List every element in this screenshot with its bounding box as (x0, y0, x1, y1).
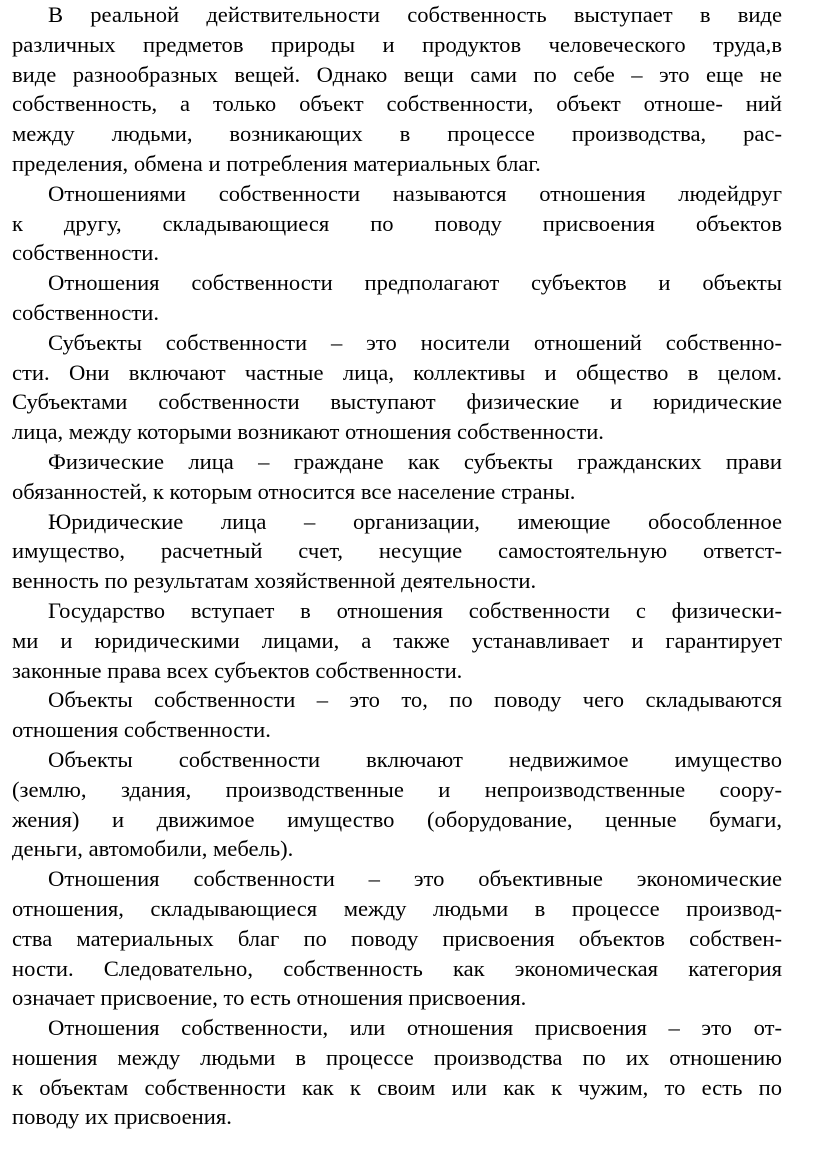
paragraph (12, 507, 782, 596)
text-line: Юридические лица – организации, имеющие обособленное (48, 508, 782, 534)
paragraph (12, 447, 782, 507)
text-line: к другу, складывающиеся по поводу присвоения объектов (12, 210, 782, 236)
text-line: законные права всех субъектов собственности. (12, 657, 463, 683)
document-page (12, 0, 782, 1132)
text-line: между людьми, возникающих в процессе производства, рас- (12, 121, 782, 147)
text-line: Отношения собственности – это объективные экономические (48, 866, 782, 892)
text-line: к объектам собственности как к своим или как к чужим, то есть по (12, 1074, 782, 1100)
paragraph (12, 864, 782, 1013)
text-line: означает присвоение, то есть отношения присвоения. (12, 985, 527, 1011)
paragraph (12, 1013, 782, 1132)
text-line: венность по результатам хозяйственной деятельности. (12, 568, 537, 594)
text-line: различных предметов природы и продуктов человеческого труда,в (12, 31, 782, 57)
paragraph (12, 328, 782, 447)
text-line: ношения между людьми в процессе производства по их отношению (12, 1044, 782, 1070)
paragraph (12, 0, 782, 179)
text-line: Объекты собственности включают недвижимое имущество (48, 746, 782, 772)
text-line: деньги, автомобили, мебель). (12, 836, 294, 862)
text-line: виде разнообразных вещей. Однако вещи сами по себе – это еще не (12, 61, 782, 87)
paragraph (12, 745, 782, 864)
text-line: ства материальных благ по поводу присвоения объектов собствен- (12, 925, 782, 951)
text-line: собственности. (12, 299, 159, 325)
text-line: Отношения собственности предполагают субъектов и объекты (48, 270, 782, 296)
text-line: имущество, расчетный счет, несущие самостоятельную ответст- (12, 538, 782, 564)
text-line: жения) и движимое имущество (оборудование, ценные бумаги, (12, 806, 782, 832)
text-line: Субъекты собственности – это носители отношений собственно- (48, 329, 782, 355)
text-line: отношения, складывающиеся между людьми в процессе производ- (12, 895, 782, 921)
text-line: Субъектами собственности выступают физические и юридические (12, 389, 782, 415)
text-line: Отношениями собственности называются отношения людейдруг (48, 180, 782, 206)
text-line: Объекты собственности – это то, по поводу чего складываются (48, 687, 782, 713)
text-line: пределения, обмена и потребления материальных благ. (12, 150, 541, 176)
text-line: собственность, а только объект собственности, объект отноше- ний (12, 91, 782, 117)
text-line: лица, между которыми возникают отношения собственности. (12, 419, 604, 445)
text-line: ми и юридическими лицами, а также устанавливает и гарантирует (12, 627, 782, 653)
text-line: Государство вступает в отношения собственности с физически- (48, 597, 782, 623)
text-line: обязанностей, к которым относится все население страны. (12, 478, 576, 504)
text-line: отношения собственности. (12, 717, 271, 743)
text-line: Отношения собственности, или отношения присвоения – это от- (48, 1015, 782, 1041)
paragraph (12, 685, 782, 745)
text-line: сти. Они включают частные лица, коллективы и общество в целом. (12, 359, 782, 385)
text-line: Физические лица – граждане как субъекты гражданских прави (48, 448, 782, 474)
text-line: собственности. (12, 240, 159, 266)
text-line: поводу их присвоения. (12, 1104, 232, 1130)
paragraph (12, 179, 782, 268)
paragraph (12, 268, 782, 328)
text-line: В реальной действительности собственность выступает в виде (48, 2, 782, 27)
text-line: ности. Следовательно, собственность как экономическая категория (12, 955, 782, 981)
paragraph (12, 596, 782, 685)
text-line: (землю, здания, производственные и непроизводственные соору- (12, 776, 782, 802)
